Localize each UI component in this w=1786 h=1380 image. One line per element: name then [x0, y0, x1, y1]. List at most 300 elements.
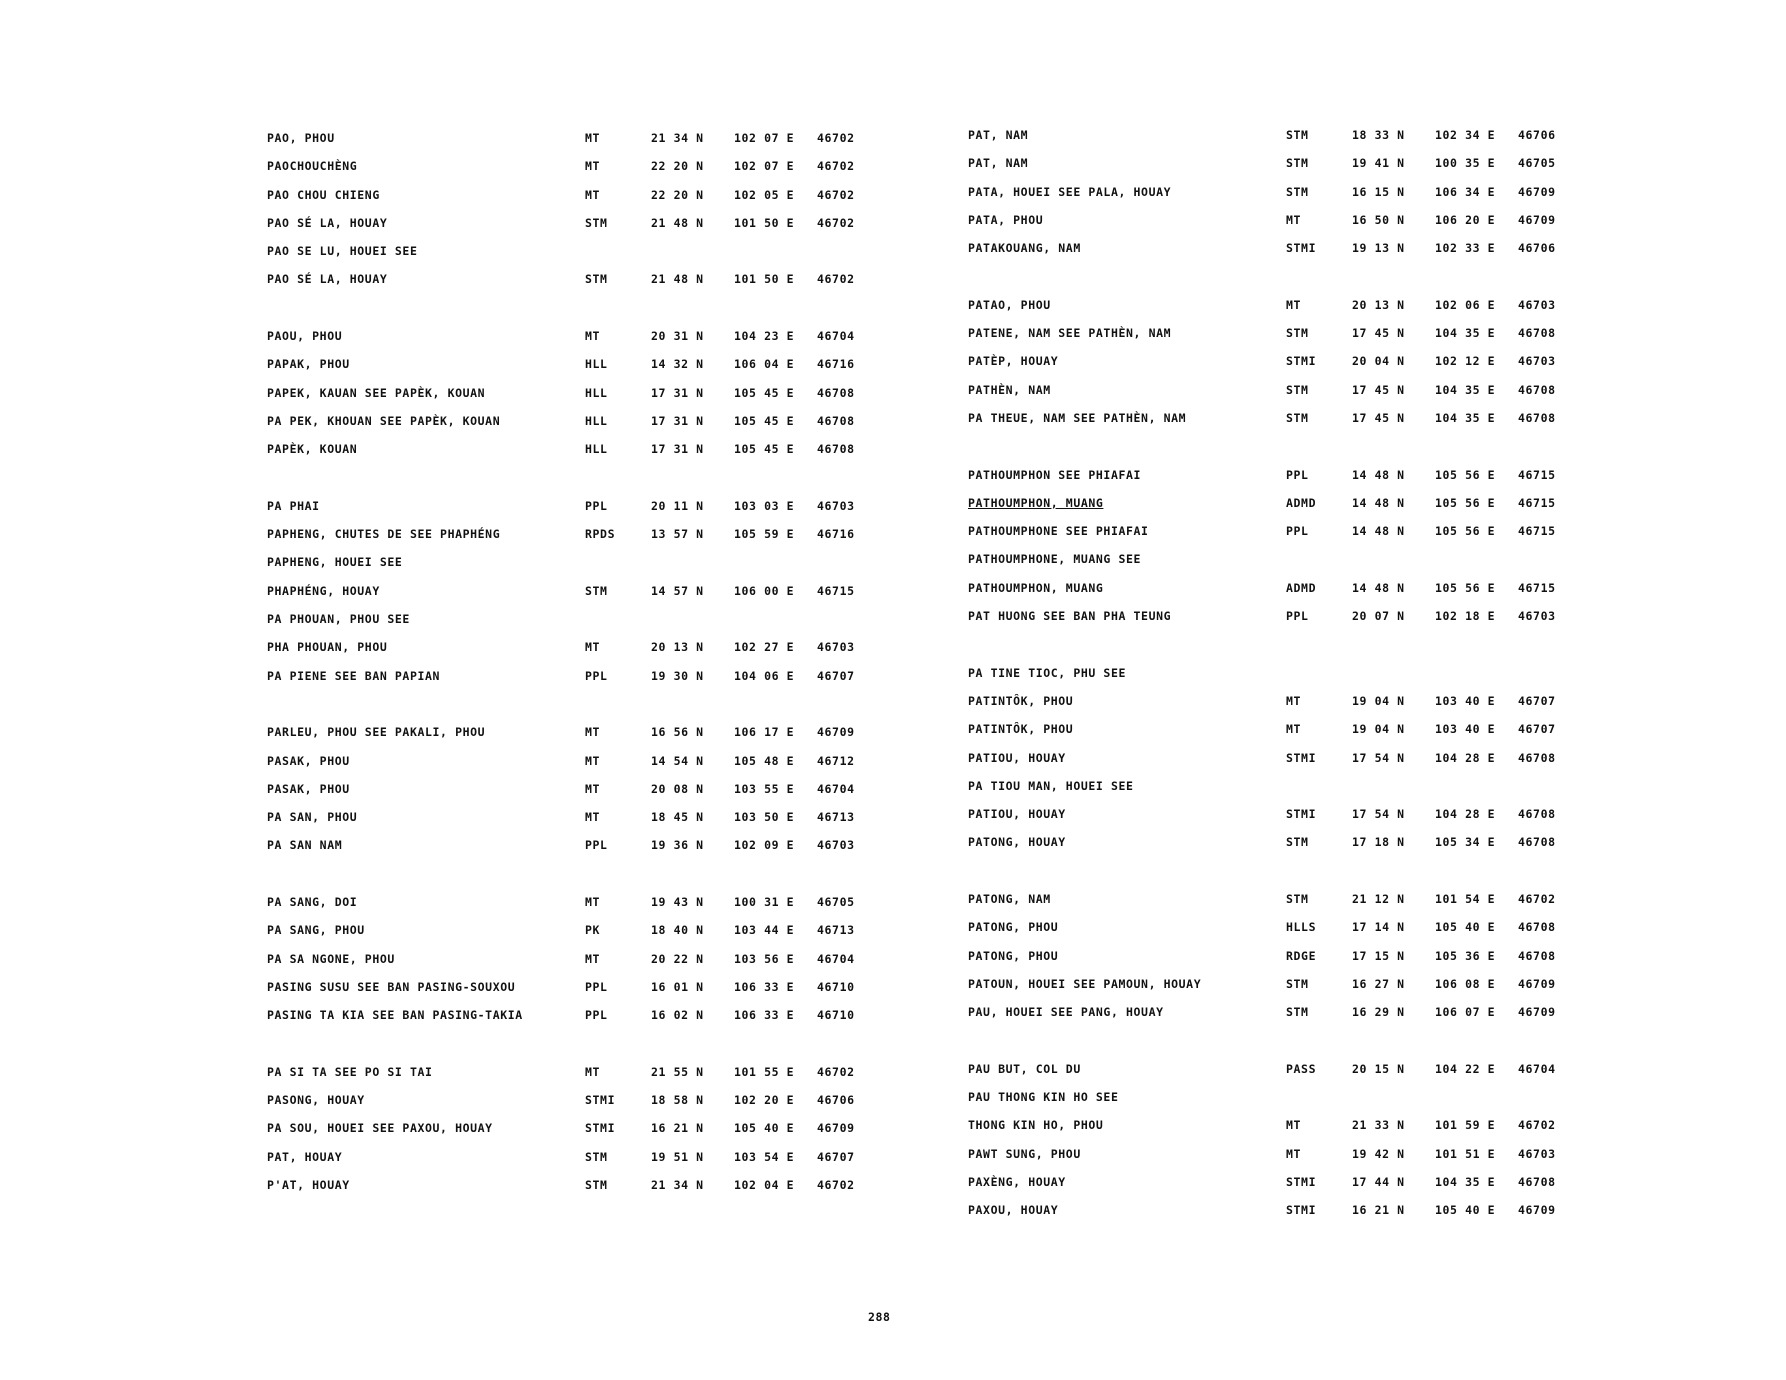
entry-name: PAU BUT, COL DU — [968, 1061, 1081, 1076]
entry-name: PA SANG, DOI — [267, 895, 358, 910]
latitude: 19 36 N — [651, 838, 704, 853]
entry-name: PAO SÉ LA, HOUAY — [267, 272, 388, 287]
gazetteer-entry — [267, 464, 967, 492]
gazetteer-entry — [267, 888, 967, 916]
gazetteer-entry — [968, 574, 1668, 602]
entry-name: PA TINE TIOC, PHU SEE — [968, 665, 1126, 680]
feature-class: STM — [1286, 326, 1309, 341]
feature-class: MT — [585, 640, 601, 655]
latitude: 17 14 N — [1352, 920, 1405, 935]
latitude: 16 21 N — [1352, 1203, 1405, 1218]
entry-name: PA SOU, HOUEI SEE PAXOU, HOUAY — [267, 1121, 493, 1136]
sheet-number: 46703 — [1518, 609, 1556, 624]
sheet-number: 46702 — [817, 272, 855, 287]
entry-name: PAO, PHOU — [267, 131, 335, 145]
gazetteer-entry — [267, 831, 967, 859]
feature-class: HLL — [585, 413, 608, 428]
entry-name: PAO SÉ LA, HOUAY — [267, 215, 388, 230]
sheet-number: 46709 — [1518, 1203, 1556, 1218]
feature-class: PK — [585, 923, 601, 938]
gazetteer-entry — [968, 630, 1668, 658]
sheet-number: 46702 — [817, 187, 855, 202]
gazetteer-entry — [267, 548, 967, 576]
sheet-number: 46703 — [1518, 354, 1556, 369]
latitude: 21 12 N — [1352, 892, 1405, 907]
latitude: 17 45 N — [1352, 410, 1405, 425]
feature-class: STMI — [1286, 750, 1317, 765]
gazetteer-entry — [267, 492, 967, 520]
longitude: 105 34 E — [1435, 835, 1496, 850]
feature-class: MT — [1286, 297, 1302, 312]
gazetteer-entry — [267, 322, 967, 350]
sheet-number: 46709 — [1518, 184, 1556, 199]
latitude: 17 31 N — [651, 442, 704, 457]
latitude: 14 48 N — [1352, 467, 1405, 482]
gazetteer-entry — [968, 970, 1668, 998]
longitude: 105 45 E — [734, 442, 795, 457]
feature-class: STMI — [585, 1093, 616, 1108]
feature-class: MT — [585, 895, 601, 910]
longitude: 104 28 E — [1435, 750, 1496, 765]
gazetteer-entry — [267, 237, 967, 265]
sheet-number: 46702 — [1518, 892, 1556, 907]
latitude: 16 56 N — [651, 725, 704, 740]
feature-class: STM — [585, 1177, 608, 1192]
feature-class: MT — [1286, 212, 1302, 227]
gazetteer-entry — [267, 1086, 967, 1114]
feature-class: STMI — [1286, 1174, 1317, 1189]
sheet-number: 46702 — [1518, 1118, 1556, 1133]
sheet-number: 46702 — [817, 215, 855, 230]
entry-name: PATIOU, HOUAY — [968, 750, 1066, 765]
gazetteer-entry — [267, 1030, 967, 1058]
gazetteer-entry — [968, 942, 1668, 970]
sheet-number: 46703 — [1518, 1146, 1556, 1161]
entry-name: PATONG, PHOU — [968, 948, 1059, 963]
feature-class: MT — [1286, 693, 1302, 708]
gazetteer-entry — [968, 659, 1668, 687]
entry-name: PA SAN, PHOU — [267, 810, 358, 825]
feature-class: ADMD — [1286, 495, 1317, 510]
gazetteer-entry — [968, 1196, 1668, 1224]
entry-name: PAPAK, PHOU — [267, 357, 350, 372]
latitude: 20 08 N — [651, 781, 704, 796]
entry-name: PAPHENG, CHUTES DE SEE PHAPHÉNG — [267, 527, 501, 542]
sheet-number: 46715 — [1518, 524, 1556, 539]
sheet-number: 46715 — [817, 583, 855, 598]
entry-name: PAT, NAM — [968, 128, 1029, 142]
longitude: 101 51 E — [1435, 1146, 1496, 1161]
longitude: 100 35 E — [1435, 156, 1496, 171]
sheet-number: 46708 — [817, 413, 855, 428]
latitude: 19 51 N — [651, 1149, 704, 1164]
latitude: 20 13 N — [651, 640, 704, 655]
gazetteer-entry — [267, 775, 967, 803]
gazetteer-entry — [968, 517, 1668, 545]
longitude: 104 23 E — [734, 329, 795, 344]
entry-name: P'AT, HOUAY — [267, 1177, 350, 1192]
latitude: 18 33 N — [1352, 128, 1405, 142]
latitude: 14 48 N — [1352, 580, 1405, 595]
latitude: 17 44 N — [1352, 1174, 1405, 1189]
feature-class: PPL — [585, 498, 608, 513]
longitude: 102 12 E — [1435, 354, 1496, 369]
longitude: 103 44 E — [734, 923, 795, 938]
sheet-number: 46705 — [1518, 156, 1556, 171]
latitude: 16 21 N — [651, 1121, 704, 1136]
sheet-number: 46707 — [1518, 693, 1556, 708]
longitude: 102 04 E — [734, 1177, 795, 1192]
longitude: 103 03 E — [734, 498, 795, 513]
sheet-number: 46707 — [817, 668, 855, 683]
feature-class: ADMD — [1286, 580, 1317, 595]
sheet-number: 46709 — [817, 1121, 855, 1136]
entry-name: PAPÈK, KOUAN — [267, 442, 358, 457]
entry-name: PATIOU, HOUAY — [968, 807, 1066, 822]
entry-name: PAT HUONG SEE BAN PHA TEUNG — [968, 609, 1172, 624]
sheet-number: 46716 — [817, 357, 855, 372]
latitude: 14 57 N — [651, 583, 704, 598]
longitude: 103 40 E — [1435, 722, 1496, 737]
longitude: 106 17 E — [734, 725, 795, 740]
latitude: 19 42 N — [1352, 1146, 1405, 1161]
gazetteer-entry — [968, 1083, 1668, 1111]
sheet-number: 46713 — [817, 923, 855, 938]
sheet-number: 46704 — [1518, 1061, 1556, 1076]
sheet-number: 46708 — [1518, 807, 1556, 822]
feature-class: MT — [585, 781, 601, 796]
feature-class: STM — [585, 272, 608, 287]
entry-name: PA SANG, PHOU — [267, 923, 365, 938]
longitude: 103 40 E — [1435, 693, 1496, 708]
gazetteer-entry — [968, 1027, 1668, 1055]
entry-name: PATAO, PHOU — [968, 297, 1051, 312]
entry-name: PASING TA KIA SEE BAN PASING-TAKIA — [267, 1008, 523, 1023]
gazetteer-entry — [968, 857, 1668, 885]
feature-class: MT — [1286, 1146, 1302, 1161]
latitude: 18 58 N — [651, 1093, 704, 1108]
longitude: 105 40 E — [734, 1121, 795, 1136]
latitude: 18 40 N — [651, 923, 704, 938]
longitude: 101 55 E — [734, 1064, 795, 1079]
gazetteer-right-column — [968, 121, 1668, 1225]
gazetteer-entry — [267, 860, 967, 888]
sheet-number: 46708 — [1518, 410, 1556, 425]
entry-name: PATHOUMPHONE, MUANG SEE — [968, 552, 1142, 567]
entry-name: PA PHAI — [267, 498, 320, 513]
feature-class: RPDS — [585, 527, 616, 542]
gazetteer-entry — [968, 291, 1668, 319]
latitude: 18 45 N — [651, 810, 704, 825]
gazetteer-entry — [267, 718, 967, 746]
longitude: 104 22 E — [1435, 1061, 1496, 1076]
feature-class: HLL — [585, 385, 608, 400]
entry-name: PATHOUMPHONE SEE PHIAFAI — [968, 524, 1149, 539]
entry-name: PA PHOUAN, PHOU SEE — [267, 612, 410, 627]
longitude: 102 06 E — [1435, 297, 1496, 312]
longitude: 106 20 E — [1435, 212, 1496, 227]
gazetteer-entry — [267, 973, 967, 1001]
longitude: 101 50 E — [734, 215, 795, 230]
gazetteer-entry — [267, 1001, 967, 1029]
latitude: 22 20 N — [651, 187, 704, 202]
gazetteer-entry — [267, 803, 967, 831]
sheet-number: 46703 — [817, 498, 855, 513]
gazetteer-entry — [968, 319, 1668, 347]
sheet-number: 46715 — [1518, 495, 1556, 510]
gazetteer-entry — [968, 347, 1668, 375]
entry-name: PAXOU, HOUAY — [968, 1203, 1059, 1218]
feature-class: STMI — [1286, 354, 1317, 369]
feature-class: MT — [585, 725, 601, 740]
latitude: 16 29 N — [1352, 1005, 1405, 1020]
latitude: 20 22 N — [651, 951, 704, 966]
latitude: 14 54 N — [651, 753, 704, 768]
longitude: 102 09 E — [734, 838, 795, 853]
sheet-number: 46716 — [817, 527, 855, 542]
feature-class: PPL — [585, 1008, 608, 1023]
longitude: 102 34 E — [1435, 128, 1496, 142]
entry-name: PARLEU, PHOU SEE PAKALI, PHOU — [267, 725, 486, 740]
sheet-number: 46709 — [1518, 212, 1556, 227]
feature-class: PPL — [585, 979, 608, 994]
gazetteer-entry — [267, 124, 967, 152]
feature-class: STMI — [1286, 1203, 1317, 1218]
longitude: 105 40 E — [1435, 920, 1496, 935]
gazetteer-entry — [968, 262, 1668, 290]
gazetteer-entry — [267, 265, 967, 293]
feature-class: STM — [1286, 1005, 1309, 1020]
feature-class: PPL — [585, 668, 608, 683]
entry-name: PATHOUMPHON, MUANG — [968, 495, 1104, 510]
feature-class: STM — [1286, 156, 1309, 171]
gazetteer-entry — [968, 206, 1668, 234]
latitude: 16 01 N — [651, 979, 704, 994]
entry-name: PATENE, NAM SEE PATHÈN, NAM — [968, 326, 1172, 341]
longitude: 105 40 E — [1435, 1203, 1496, 1218]
feature-class: MT — [585, 329, 601, 344]
gazetteer-entry — [267, 294, 967, 322]
latitude: 17 15 N — [1352, 948, 1405, 963]
gazetteer-entry — [968, 121, 1668, 149]
entry-name: PA TIOU MAN, HOUEI SEE — [968, 778, 1134, 793]
entry-name: PATÈP, HOUAY — [968, 354, 1059, 369]
feature-class: STM — [585, 215, 608, 230]
longitude: 106 33 E — [734, 1008, 795, 1023]
entry-name: PAO SE LU, HOUEI SEE — [267, 244, 418, 259]
sheet-number: 46706 — [1518, 128, 1556, 142]
entry-name: PASING SUSU SEE BAN PASING-SOUXOU — [267, 979, 516, 994]
latitude: 14 32 N — [651, 357, 704, 372]
gazetteer-left-column — [267, 124, 967, 1199]
latitude: 14 48 N — [1352, 495, 1405, 510]
gazetteer-entry — [267, 577, 967, 605]
feature-class: PPL — [1286, 524, 1309, 539]
sheet-number: 46712 — [817, 753, 855, 768]
gazetteer-entry — [267, 662, 967, 690]
feature-class: MT — [1286, 1118, 1302, 1133]
latitude: 19 41 N — [1352, 156, 1405, 171]
latitude: 17 54 N — [1352, 807, 1405, 822]
feature-class: RDGE — [1286, 948, 1317, 963]
gazetteer-entry — [267, 605, 967, 633]
entry-name: THONG KIN HO, PHOU — [968, 1118, 1104, 1133]
feature-class: STM — [1286, 976, 1309, 991]
entry-name: PATHOUMPHON, MUANG — [968, 580, 1104, 595]
sheet-number: 46715 — [1518, 580, 1556, 595]
entry-name: PAPHENG, HOUEI SEE — [267, 555, 403, 570]
longitude: 104 35 E — [1435, 382, 1496, 397]
sheet-number: 46702 — [817, 159, 855, 174]
latitude: 20 31 N — [651, 329, 704, 344]
latitude: 20 04 N — [1352, 354, 1405, 369]
latitude: 17 45 N — [1352, 326, 1405, 341]
feature-class: HLLS — [1286, 920, 1317, 935]
longitude: 104 06 E — [734, 668, 795, 683]
gazetteer-entry — [968, 913, 1668, 941]
longitude: 103 56 E — [734, 951, 795, 966]
feature-class: MT — [585, 1064, 601, 1079]
feature-class: STM — [585, 583, 608, 598]
latitude: 21 48 N — [651, 272, 704, 287]
sheet-number: 46705 — [817, 895, 855, 910]
latitude: 21 33 N — [1352, 1118, 1405, 1133]
feature-class: STM — [1286, 382, 1309, 397]
longitude: 105 56 E — [1435, 495, 1496, 510]
sheet-number: 46708 — [1518, 382, 1556, 397]
entry-name: PATONG, PHOU — [968, 920, 1059, 935]
longitude: 102 27 E — [734, 640, 795, 655]
sheet-number: 46702 — [817, 1064, 855, 1079]
longitude: 106 08 E — [1435, 976, 1496, 991]
longitude: 102 20 E — [734, 1093, 795, 1108]
entry-name: PAU THONG KIN HO SEE — [968, 1090, 1119, 1105]
gazetteer-entry — [267, 1114, 967, 1142]
entry-name: PA SAN NAM — [267, 838, 343, 853]
gazetteer-entry — [267, 1171, 967, 1199]
latitude: 17 54 N — [1352, 750, 1405, 765]
latitude: 20 15 N — [1352, 1061, 1405, 1076]
latitude: 21 55 N — [651, 1064, 704, 1079]
feature-class: MT — [1286, 722, 1302, 737]
entry-name: PAT, NAM — [968, 156, 1029, 171]
latitude: 19 30 N — [651, 668, 704, 683]
feature-class: STM — [1286, 835, 1309, 850]
gazetteer-entry — [968, 376, 1668, 404]
feature-class: STM — [1286, 892, 1309, 907]
sheet-number: 46702 — [817, 131, 855, 145]
longitude: 102 07 E — [734, 131, 795, 145]
sheet-number: 46703 — [817, 640, 855, 655]
latitude: 20 07 N — [1352, 609, 1405, 624]
gazetteer-entry — [968, 687, 1668, 715]
entry-name: PAXÈNG, HOUAY — [968, 1174, 1066, 1189]
gazetteer-entry — [968, 602, 1668, 630]
sheet-number: 46710 — [817, 1008, 855, 1023]
entry-name: PATA, PHOU — [968, 212, 1044, 227]
sheet-number: 46708 — [817, 385, 855, 400]
longitude: 105 56 E — [1435, 580, 1496, 595]
entry-name: PA SA NGONE, PHOU — [267, 951, 395, 966]
gazetteer-entry — [968, 772, 1668, 800]
entry-name: PA THEUE, NAM SEE PATHÈN, NAM — [968, 410, 1187, 425]
sheet-number: 46708 — [1518, 326, 1556, 341]
entry-name: PAU, HOUEI SEE PANG, HOUAY — [968, 1005, 1164, 1020]
sheet-number: 46706 — [817, 1093, 855, 1108]
latitude: 20 13 N — [1352, 297, 1405, 312]
sheet-number: 46710 — [817, 979, 855, 994]
feature-class: STM — [1286, 128, 1309, 142]
longitude: 104 35 E — [1435, 410, 1496, 425]
longitude: 104 35 E — [1435, 1174, 1496, 1189]
entry-name: PAWT SUNG, PHOU — [968, 1146, 1081, 1161]
feature-class: MT — [585, 187, 601, 202]
longitude: 105 36 E — [1435, 948, 1496, 963]
gazetteer-entry — [267, 690, 967, 718]
latitude: 17 31 N — [651, 385, 704, 400]
sheet-number: 46704 — [817, 951, 855, 966]
feature-class: MT — [585, 810, 601, 825]
gazetteer-entry — [267, 520, 967, 548]
feature-class: STM — [585, 1149, 608, 1164]
sheet-number: 46707 — [1518, 722, 1556, 737]
feature-class: MT — [585, 951, 601, 966]
latitude: 19 13 N — [1352, 241, 1405, 256]
feature-class: STM — [1286, 410, 1309, 425]
longitude: 106 04 E — [734, 357, 795, 372]
feature-class: STM — [1286, 184, 1309, 199]
latitude: 16 15 N — [1352, 184, 1405, 199]
latitude: 13 57 N — [651, 527, 704, 542]
entry-name: PAT, HOUAY — [267, 1149, 343, 1164]
gazetteer-entry — [968, 800, 1668, 828]
gazetteer-entry — [968, 432, 1668, 460]
entry-name: PATINTÔK, PHOU — [968, 722, 1074, 737]
gazetteer-entry — [267, 435, 967, 463]
sheet-number: 46708 — [817, 442, 855, 457]
sheet-number: 46708 — [1518, 948, 1556, 963]
gazetteer-entry — [267, 747, 967, 775]
sheet-number: 46703 — [817, 838, 855, 853]
feature-class: MT — [585, 159, 601, 174]
longitude: 105 48 E — [734, 753, 795, 768]
sheet-number: 46704 — [817, 329, 855, 344]
entry-name: PATONG, HOUAY — [968, 835, 1066, 850]
longitude: 106 07 E — [1435, 1005, 1496, 1020]
sheet-number: 46709 — [817, 725, 855, 740]
sheet-number: 46709 — [1518, 1005, 1556, 1020]
longitude: 104 28 E — [1435, 807, 1496, 822]
latitude: 19 04 N — [1352, 722, 1405, 737]
gazetteer-entry — [968, 744, 1668, 772]
gazetteer-entry — [968, 461, 1668, 489]
longitude: 100 31 E — [734, 895, 795, 910]
gazetteer-entry — [267, 350, 967, 378]
longitude: 105 59 E — [734, 527, 795, 542]
longitude: 103 55 E — [734, 781, 795, 796]
longitude: 101 54 E — [1435, 892, 1496, 907]
entry-name: PHAPHÉNG, HOUAY — [267, 583, 380, 598]
gazetteer-entry — [968, 178, 1668, 206]
longitude: 106 33 E — [734, 979, 795, 994]
gazetteer-entry — [968, 404, 1668, 432]
gazetteer-entry — [267, 209, 967, 237]
entry-name: PASAK, PHOU — [267, 753, 350, 768]
gazetteer-entry — [968, 1140, 1668, 1168]
longitude: 101 59 E — [1435, 1118, 1496, 1133]
gazetteer-entry — [267, 916, 967, 944]
entry-name: PATAKOUANG, NAM — [968, 241, 1081, 256]
